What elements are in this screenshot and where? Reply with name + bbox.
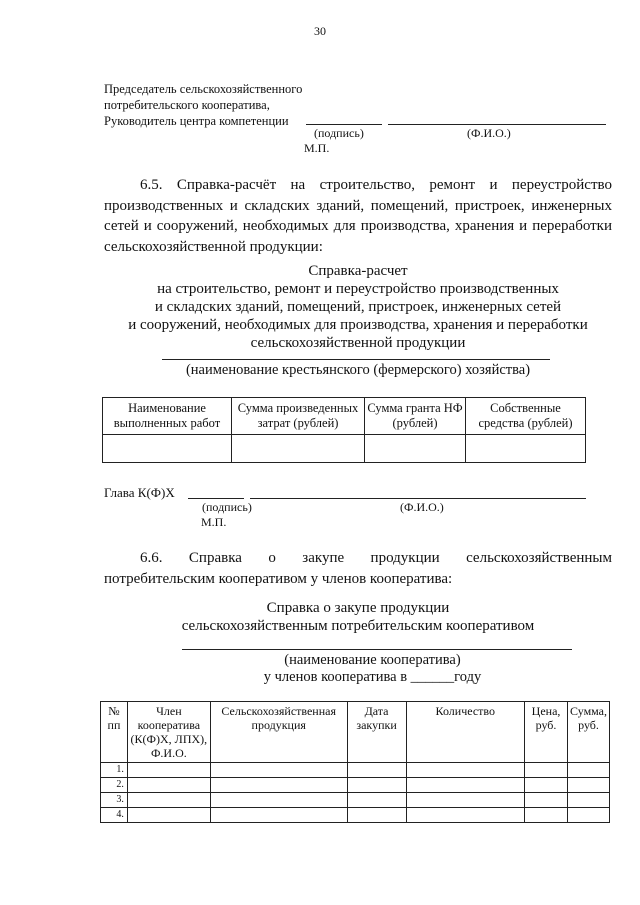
- header-product: Сельскохозяйственная продукция: [210, 702, 347, 763]
- coop-name-caption: (наименование кооператива): [284, 652, 461, 668]
- title-line-1: Справка-расчет: [308, 263, 408, 279]
- row-number: 4.: [101, 808, 128, 823]
- header-sum: Сумма, руб.: [568, 702, 610, 763]
- page-number: 30: [314, 24, 326, 38]
- farm-name-line: [162, 359, 550, 360]
- section-6-6-title: [0, 599, 640, 635]
- name-caption: (Ф.И.О.): [467, 126, 511, 140]
- section-6-5-paragraph: 6.5. Справка-расчёт на строительство, ремонт и переустройство производственных и складских зданий, помещений, пристроек, инженерных сетей и сооружений, необходимых для производства, хранения и переработки сельскохозяйственной продукции:: [104, 177, 612, 255]
- table-row: [103, 435, 586, 463]
- row-number: 2.: [101, 778, 128, 793]
- row-number: 1.: [101, 763, 128, 778]
- signatory-line-1: Председатель сельскохозяйственного: [104, 82, 303, 96]
- purchase-table: [100, 701, 610, 823]
- signature-line: [188, 498, 244, 499]
- section-6-6-paragraph: 6.6. Справка о закупе продукции сельскохозяйственным потребительским кооперативом у членов кооператива:: [104, 550, 612, 587]
- table-cell: [103, 435, 232, 463]
- title-line-2: на строительство, ремонт и переустройство производственных: [157, 281, 559, 297]
- farm-name-caption: (наименование крестьянского (фермерского) хозяйства): [185, 362, 531, 378]
- table-cell: [232, 435, 365, 463]
- signatory-line-2: потребительского кооператива,: [104, 98, 270, 112]
- coop-name-line: [182, 649, 572, 650]
- table-row: [101, 808, 610, 823]
- name-caption: (Ф.И.О.): [400, 500, 444, 514]
- signature-caption: (подпись): [314, 126, 364, 140]
- header-number: № пп: [101, 702, 128, 763]
- year-line: у членов кооператива в ______году: [263, 669, 482, 685]
- table-row: [101, 793, 610, 808]
- header-quantity: Количество: [406, 702, 525, 763]
- section-6-5-title: [0, 262, 640, 352]
- name-line: [388, 124, 606, 125]
- stamp-label: М.П.: [304, 141, 330, 155]
- header-works: Наименование выполненных работ: [103, 398, 232, 435]
- signature-caption: (подпись): [202, 500, 252, 514]
- title-line-4: и сооружений, необходимых для производства, хранения и переработки: [128, 317, 588, 333]
- header-costs: Сумма произведенных затрат (рублей): [232, 398, 365, 435]
- title-line-2: сельскохозяйственным потребительским кооперативом: [181, 618, 535, 634]
- header-date: Дата закупки: [347, 702, 406, 763]
- title-line-1: Справка о закупе продукции: [266, 600, 450, 616]
- signatory-title: [104, 81, 404, 129]
- table-row: [101, 763, 610, 778]
- row-number: 3.: [101, 793, 128, 808]
- name-line: [250, 498, 586, 499]
- signature-line: [306, 124, 382, 125]
- table-cell: [365, 435, 466, 463]
- table-cell: [466, 435, 586, 463]
- signatory-line-3: Руководитель центра компетенции: [104, 114, 289, 128]
- header-member: Член кооператива (К(Ф)Х, ЛПХ), Ф.И.О.: [127, 702, 210, 763]
- head-label: Глава К(Ф)Х: [104, 485, 175, 500]
- table-row: [101, 778, 610, 793]
- header-price: Цена, руб.: [525, 702, 568, 763]
- title-line-3: и складских зданий, помещений, пристроек, инженерных сетей: [154, 299, 562, 315]
- header-own-funds: Собственные средства (рублей): [466, 398, 586, 435]
- title-line-5: сельскохозяйственной продукции: [250, 335, 466, 351]
- stamp-label: М.П.: [201, 515, 227, 529]
- header-grant: Сумма гранта НФ (рублей): [365, 398, 466, 435]
- cost-table: [102, 397, 586, 463]
